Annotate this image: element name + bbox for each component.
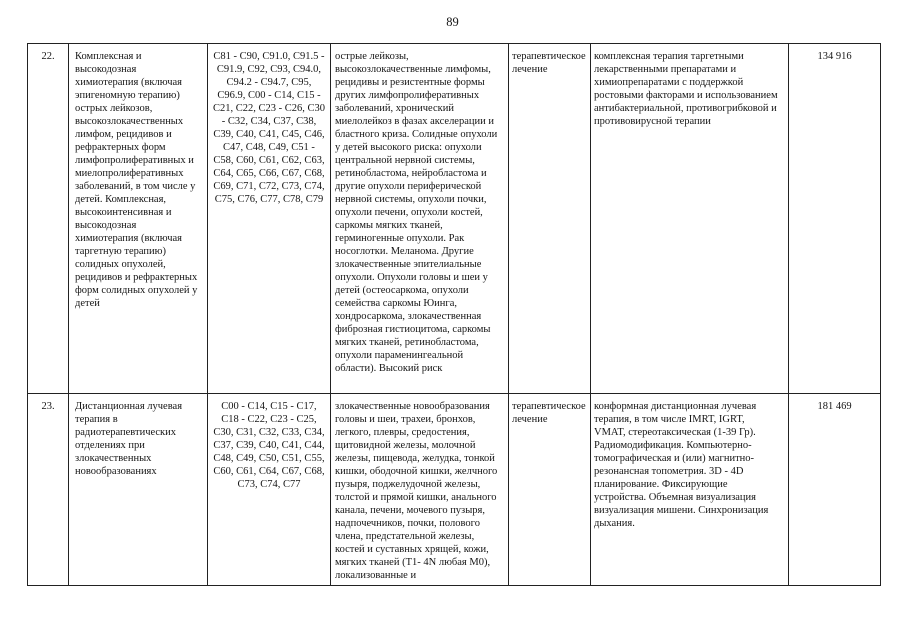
treatment-method: комплексная терапия таргетными лекарственными препаратами и химиопрепаратами с поддержкой ростовыми факторами и использованием антибактериальной, противогрибковой и противовирусной терапии bbox=[591, 44, 789, 394]
service-name: Дистанционная лучевая терапия в радиотерапевтических отделениях при злокачественных новообразованиях bbox=[69, 394, 208, 586]
treatment-method: конформная дистанционная лучевая терапия, в том числе IMRT, IGRT, VMAT, стереотаксическая (1-39 Гр). Радиомодификация. Компьютерно- томографическая и (или) магнитно- резонансная топометрия. 3D - 4D планирование. Фиксирующие устройства. Объемная визуализация визуализация мишени. Синхронизация дыхания. bbox=[591, 394, 789, 586]
services-table bbox=[27, 43, 881, 586]
row-number: 23. bbox=[28, 394, 69, 586]
row-number: 22. bbox=[28, 44, 69, 394]
service-name: Комплексная и высокодозная химиотерапия (включая эпигеномную терапию) острых лейкозов, высокозлокачественных лимфом, рецидивов и рефрактерных форм лимфопролиферативных и миелопролиферативных заболеваний, в том числе у детей. Комплексная, высокоинтенсивная и высокодозная химиотерапия (включая таргетную терапию) солидных опухолей, рецидивов и рефрактерных форм солидных опухолей у детей bbox=[69, 44, 208, 394]
cost-value: 181 469 bbox=[789, 394, 881, 586]
treatment-type: терапевтическое лечение bbox=[509, 44, 591, 394]
icd-codes: C00 - C14, C15 - C17, C18 - C22, C23 - C25, C30, C31, C32, C33, C34, C37, C39, C40, C41, C44, C48, C49, C50, C51, C55, C60, C61, C64, C67, C68, C73, C74, C77 bbox=[208, 394, 331, 586]
treatment-type: терапевтическое лечение bbox=[509, 394, 591, 586]
patient-model: злокачественные новообразования головы и шеи, трахеи, бронхов, легкого, плевры, средостения, щитовидной железы, молочной железы, пищевода, желудка, тонкой кишки, ободочной кишки, желчного пузыря, поджелудочной железы, толстой и прямой кишки, анального канала, печени, мочевого пузыря, надпочечников, почки, полового члена, предстательной железы, костей и суставных хрящей, кожи, мягких тканей (T1- 4N любая M0), локализованные и bbox=[331, 394, 509, 586]
icd-codes: C81 - C90, C91.0, C91.5 - C91.9, C92, C93, C94.0, C94.2 - C94.7, C95, C96.9, C00 - C14, C15 - C21, C22, C23 - C26, C30 - C32, C34, C37, C38, C39, C40, C41, C45, C46, C47, C48, C49, C51 - C58, C60, C61, C62, C63, C64, C65, C66, C67, C68, C69, C71, C72, C73, C74, C75, C76, C77, C78, C79 bbox=[208, 44, 331, 394]
cost-value: 134 916 bbox=[789, 44, 881, 394]
page-number: 89 bbox=[446, 15, 459, 29]
patient-model: острые лейкозы, высокозлокачественные лимфомы, рецидивы и резистентные формы других лимфопролиферативных заболеваний, хронический миелолейкоз в фазах акселерации и бластного криза. Солидные опухоли у детей высокого риска: опухоли центральной нервной системы, ретинобластома, нейробластома и другие опухоли периферической нервной системы, опухоли почки, опухоли печени, опухоли костей, саркомы мягких тканей, герминогенные опухоли. Рак носоглотки. Меланома. Другие злокачественные эпителиальные опухоли. Опухоли головы и шеи у детей (остеосаркома, опухоли семейства саркомы Юинга, хондросаркома, злокачественная фиброзная гистиоцитома, саркомы мягких тканей, ретинобластома, опухоли параменингеальной области). Высокий риск bbox=[331, 44, 509, 394]
